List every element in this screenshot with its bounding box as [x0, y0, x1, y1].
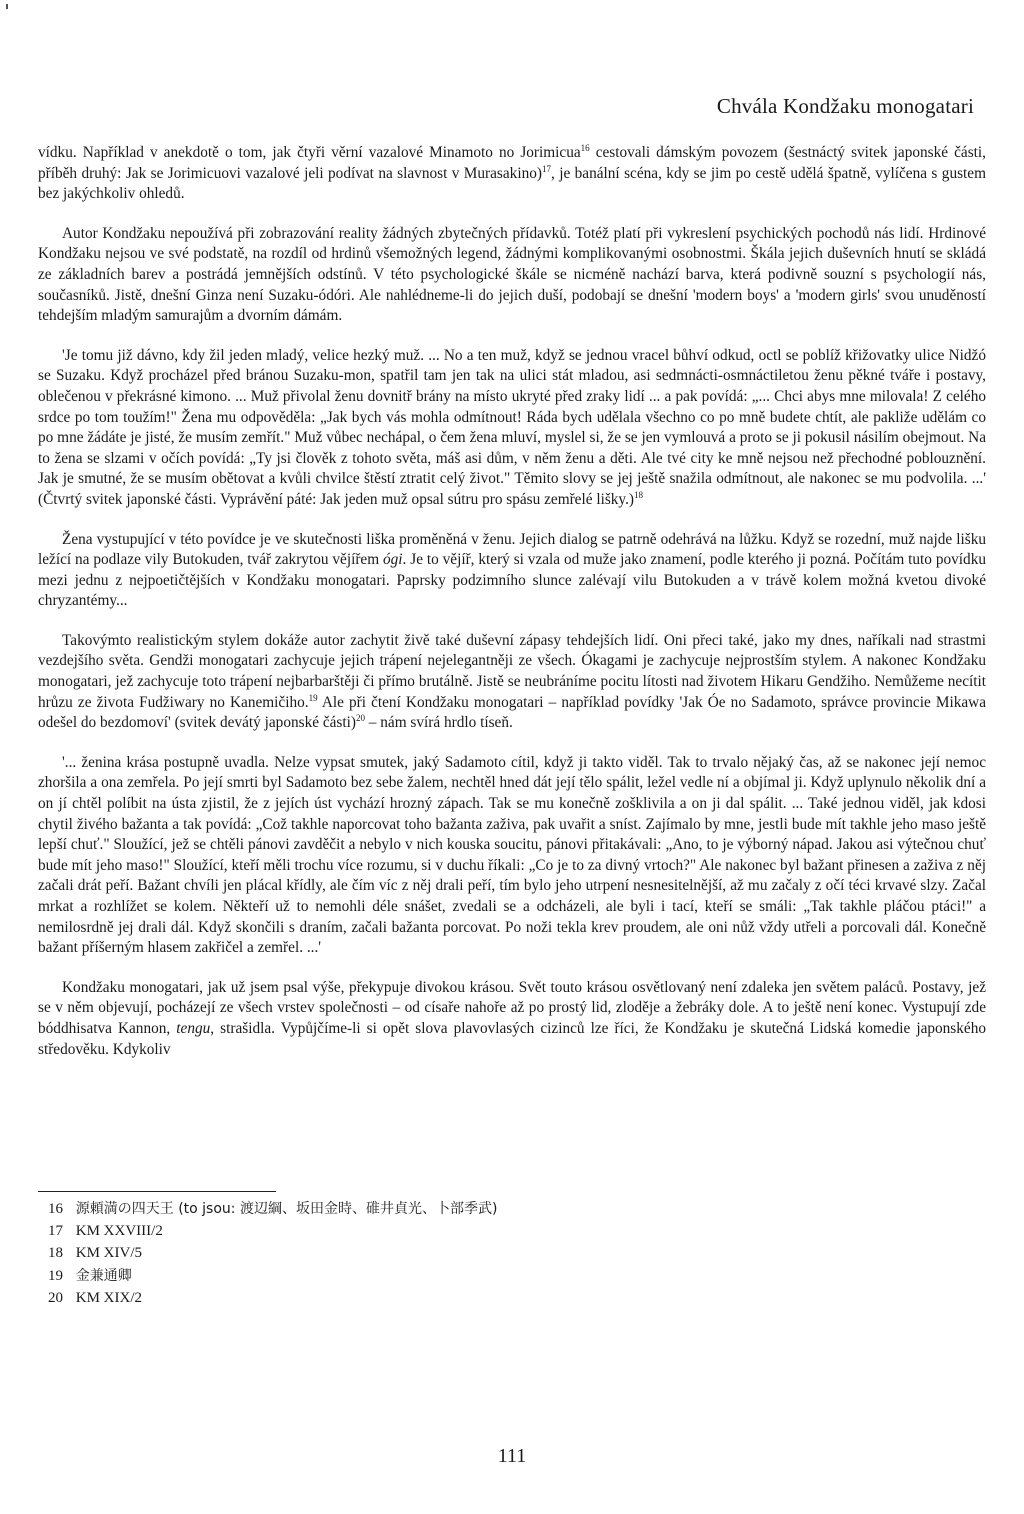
text-run: Žena vystupující v této povídce je ve skutečnosti liška proměněná v ženu. Jejich dialog se patrně odehrává na lůžku. Když se rozední, muž najde lišku ležící na podlaze vily Butokuden, tvář zakrytou vějířem	[38, 530, 986, 569]
footnote-number: 16	[48, 1201, 63, 1217]
text-run: Takovýmto realistickým stylem dokáže autor zachytit živě také duševní zápasy tehdejších lidí. Oni přeci také, jako my dnes, naříkali nad strastmi vezdejšího světa. Gendži monogatari zachycuje jejich trápení nejelegantněji ze všech. Ókagami je zachycuje nejprostším stylem. A nakonec Kondžaku monogatari, jež zachycuje toto trápení nejbarbarštěji či přímo brutálně. Jistě se neubráníme pocitu lítosti nad životem Hikaru Gendžiho. Nemůžeme necítit hrůzu ze života Fudžiwary no Kanemičiho.	[38, 631, 986, 711]
footnote-text: KM XXVIII/2	[75, 1223, 163, 1240]
footnote-reference: 16	[580, 143, 590, 153]
footnote-divider	[38, 1191, 276, 1192]
text-run: vídku. Například v anekdotě o tom, jak čtyři věrní vazalové Minamoto no Jorimicua	[38, 144, 581, 161]
footnote-reference: 18	[634, 489, 644, 500]
paragraph-4	[38, 530, 986, 612]
running-title: Chvála Kondžaku monogatari	[716, 94, 974, 118]
text-run: cestovali dámským povozem (šestnáctý svitek japonské části, příběh druhý: Jak se Jorimicuovi vazalové jeli podívat na slavnost v Murasakino)	[38, 144, 986, 182]
footnote-text: 金兼通卿	[75, 1267, 132, 1284]
footnotes	[48, 1198, 497, 1309]
paragraph-3-quote	[38, 346, 986, 511]
scan-mark	[6, 4, 8, 9]
footnote-number: 19	[48, 1267, 63, 1284]
paragraph-6-quote	[38, 753, 986, 959]
footnote-number: 17	[48, 1223, 63, 1240]
footnote-19	[48, 1265, 497, 1287]
footnote-text: 源頼満の四天王 (to jsou: 渡辺綱、坂田金時、碓井貞光、卜部季武)	[75, 1201, 498, 1217]
footnote-18	[48, 1242, 497, 1264]
footnote-number: 20	[48, 1289, 63, 1306]
italic-term: tengu	[176, 1019, 211, 1037]
text-run: 'Je tomu již dávno, kdy žil jeden mladý, velice hezký muž. ... No a ten muž, když se jednou vracel bůhví odkud, octl se poblíž křižovatky ulice Nidžó se Suzaku. Když procházel před bránou Suzaku-mon, spatřil tam jen tak na ulici stát mladou, asi sedmnácti-osmnáctiletou ženu pěkné tváře i postavy, oblečenou v překrásné kimono. ... Muž přivolal ženu dovnitř brány na místo ukryté před zraky lidí ... a pak povídá: „... Chci abys mne milovala! Z celého srdce po tom toužím!" Žena mu odpověděla: „Jak bych vás mohla odmítnout! Ráda bych udělala všechno co po mně budete chtít, ale pakliže udělám co po mne žádáte je jisté, že musím zemřít." Muž vůbec nechápal, o čem žena mluví, myslel si, že se jen vymlouvá a proto se ji pokusil násilím obejmout. Na to žena se slzami v očích povídá: „Ty jsi člověk z tohoto světa, máš asi dům, v něm ženu a děti. Ale tvé city ke mně nejsou než přechodné poblouznění. Jak je smutné, že se musím obětovat a kvůli chvilce štěstí ztratit celý život." Těmito slovy se jej ještě snažila odmítnout, ale nakonec se mu podvolila. ...' (Čtvrtý svitek japonské části. Vyprávění páté: Jak jeden muž opsal sútru pro spásu zemřelé lišky.)	[38, 346, 986, 508]
footnote-reference: 17	[541, 163, 551, 174]
paragraph-5	[38, 631, 986, 734]
text-run: Ale při čtení Kondžaku monogatari – například povídky 'Jak Óe no Sadamoto, správce provincie Mikawa odešel do bezdomoví' (svitek devátý japonské části)	[38, 693, 986, 732]
paragraph-2	[38, 224, 986, 327]
text-run: , je banální scéna, kdy se jim po cestě udělá špatně, vylíčena s gustem bez jakýchkoliv ohledů.	[38, 164, 986, 203]
footnote-20	[48, 1287, 497, 1309]
footnote-text: KM XIX/2	[75, 1289, 142, 1306]
footnote-reference: 19	[308, 692, 318, 703]
body-text	[38, 143, 986, 1060]
text-run: , strašidla. Vypůjčíme-li si opět slova plavovlasých cizinců lze říci, že Kondžaku je skutečná Lidská komedie japonského středověku. Kdykoliv	[38, 1019, 986, 1058]
paragraph-1	[38, 143, 986, 205]
footnote-16	[48, 1198, 497, 1220]
text-run: – nám svírá hrdlo tíseň.	[364, 714, 513, 732]
paragraph-7	[38, 978, 986, 1060]
footnote-number: 18	[48, 1245, 63, 1262]
italic-term: ógi	[382, 551, 403, 569]
page-number: 111	[497, 1445, 527, 1467]
footnote-reference: 20	[355, 713, 365, 724]
text-run: Autor Kondžaku nepoužívá při zobrazování reality žádných zbytečných přídavků. Totéž platí při vykreslení psychických pochodů nás lidí. Hrdinové Kondžaku nejsou ve své podstatě, na rozdíl od hrdinů všemožných legend, žádnými komplikovanými osobnostmi. Škála jejich duševních hnutí se skládá ze základních barev a postrádá jemnějších odstínů. V této psychologické škále se nicméně nachází barva, která podivně souzní s psychologií nás, současníků. Jistě, dnešní Ginza není Suzaku-ódóri. Ale nahlédneme-li do jejich duší, podobají se dnešní 'modern boys' a 'modern girls' svou unuděností tehdejším mladým samurajům a dvorním dámám.	[38, 224, 986, 325]
text-run: . Je to vějíř, který si vzala od muže jako znamení, podle kterého ji pozná. Počítám tuto povídku mezi jednu z nejpoetičtějších v Kondžaku monogatari. Paprsky podzimního slunce zalévají vilu Butokuden a v trávě kolem možná kvetou divoké chryzantémy...	[38, 551, 986, 610]
footnote-text: KM XIV/5	[75, 1245, 142, 1262]
footnote-17	[48, 1220, 497, 1242]
text-run: Kondžaku monogatari, jak už jsem psal výše, překypuje divokou krásou. Svět touto krásou osvětlovaný není zdaleka jen světem paláců. Postavy, jež se v něm objevují, pocházejí ze všech vrstev společnosti – od císaře nahoře až po prostý lid, zloděje a žebráky dole. A to ještě není konec. Vystupují zde bóddhisatva Kannon,	[38, 978, 986, 1037]
text-run: '... ženina krása postupně uvadla. Nelze vypsat smutek, jaký Sadamoto cítil, když ji takto viděl. Tak to trvalo nějaký čas, až se nakonec její nemoc zhoršila a ona zemřela. Po její smrti byl Sadamoto bez sebe žalem, nechtěl hned dát její tělo spálit, ležel vedle ní a objímal ji. Když uplynulo několik dní a on jí chtěl políbit na ústa zjistil, že z jejích úst vychází hrozný zápach. Tak se mu konečně zošklivila a on ji dal spálit. ... Také jednou viděl, jak kdosi chytil živého bažanta a tak povídá: „Což takhle naporcovat toho bažanta zaživa, pak uvařit a sníst. Zajímalo by mne, jestli bude mít takhle jeho maso ještě lepší chuť." Sloužící, jež se chtěli pánovi zavděčit a nebylo v nich kouska soucitu, pánovi přitakávali: „Ano, to je výborný nápad. Jakou asi výtečnou chuť bude mít jeho maso!" Sloužící, kteří měli trochu více rozumu, si v duchu říkali: „Co je to za divný vrtoch?" Ale nakonec byl bažant přinesen a zaživa z něj začali drát peří. Bažant chvíli jen plácal křídly, ale čím víc z něj drali peří, tím bylo jeho utrpení nesnesitelnější, až mu začaly z očí téci krvavé slzy. Začal mrkat a rozhlížet se kolem. Někteří už to nemohli déle snášet, zvedali se a odcházeli, ale byli i tací, kteří se smáli: „Tak takhle pláčou ptáci!" a nemilosrdně jej drali dál. Když skončili s draním, začali bažanta porcovat. Po noži tekla krev proudem, ale oni nůž vždy utřeli a porcovali dál. Konečně bažant příšerným hlasem zakřičel a zemřel. ...'	[38, 753, 986, 957]
